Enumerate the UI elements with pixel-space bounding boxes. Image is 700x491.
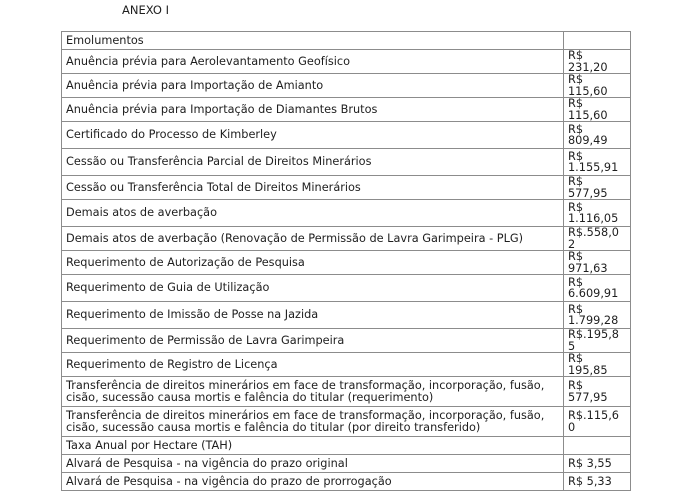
fee-label: Anuência prévia para Aerolevantamento Geofísico [62, 50, 564, 74]
fee-value: R$.195,85 [564, 329, 631, 353]
fee-label: Anuência prévia para Importação de Amianto [62, 74, 564, 98]
fee-value: R$ 1.799,28 [564, 302, 631, 329]
table-row [62, 455, 631, 473]
fee-label: Transferência de direitos minerários em face de transformação, incorporação, fusão, cisão, sucessão causa mortis e falência do titular (por direito transferido) [62, 407, 564, 437]
table-row [62, 176, 631, 200]
fee-label: Alvará de Pesquisa - na vigência do prazo de prorrogação [62, 473, 564, 491]
fee-value: R$.115,60 [564, 407, 631, 437]
fee-label: Requerimento de Permissão de Lavra Garimpeira [62, 329, 564, 353]
table-row [62, 98, 631, 122]
fee-label: Anuência prévia para Importação de Diamantes Brutos [62, 98, 564, 122]
fee-value: R$ 115,60 [564, 74, 631, 98]
fees-table [61, 31, 631, 491]
section-heading-empty-cell [564, 32, 631, 50]
section-heading-empty-cell [564, 437, 631, 455]
fee-value: R$ 809,49 [564, 122, 631, 149]
table-row [62, 473, 631, 491]
fee-label: Demais atos de averbação [62, 200, 564, 227]
table-row [62, 200, 631, 227]
fee-label: Cessão ou Transferência Total de Direitos Minerários [62, 176, 564, 200]
fee-value: R$ 971,63 [564, 251, 631, 275]
section-heading: Taxa Anual por Hectare (TAH) [62, 437, 564, 455]
fee-value: R$.558,02 [564, 227, 631, 251]
fee-label: Alvará de Pesquisa - na vigência do prazo original [62, 455, 564, 473]
fee-label: Demais atos de averbação (Renovação de Permissão de Lavra Garimpeira - PLG) [62, 227, 564, 251]
table-row [62, 251, 631, 275]
table-row [62, 353, 631, 377]
table-row [62, 74, 631, 98]
fee-value: R$ 195,85 [564, 353, 631, 377]
table-row [62, 377, 631, 407]
table-row [62, 50, 631, 74]
fee-label: Requerimento de Autorização de Pesquisa [62, 251, 564, 275]
fee-label: Transferência de direitos minerários em face de transformação, incorporação, fusão, cisão, sucessão causa mortis e falência do titular (requerimento) [62, 377, 564, 407]
fee-label: Certificado do Processo de Kimberley [62, 122, 564, 149]
fee-value: R$ 577,95 [564, 377, 631, 407]
fee-value: R$ 1.116,05 [564, 200, 631, 227]
table-row [62, 149, 631, 176]
fee-label: Requerimento de Registro de Licença [62, 353, 564, 377]
section-row [62, 437, 631, 455]
fee-value: R$ 6.609,91 [564, 275, 631, 302]
table-row [62, 407, 631, 437]
fee-value: R$ 577,95 [564, 176, 631, 200]
section-heading: Emolumentos [62, 32, 564, 50]
fee-value: R$ 231,20 [564, 50, 631, 74]
table-row [62, 275, 631, 302]
table-row [62, 329, 631, 353]
fee-label: Cessão ou Transferência Parcial de Direitos Minerários [62, 149, 564, 176]
table-row [62, 302, 631, 329]
fee-label: Requerimento de Imissão de Posse na Jazida [62, 302, 564, 329]
table-row [62, 227, 631, 251]
section-row [62, 32, 631, 50]
fee-value: R$ 5,33 [564, 473, 631, 491]
fee-label: Requerimento de Guia de Utilização [62, 275, 564, 302]
fee-value: R$ 115,60 [564, 98, 631, 122]
table-row [62, 122, 631, 149]
annex-title: ANEXO I [122, 3, 169, 17]
fee-value: R$ 1.155,91 [564, 149, 631, 176]
fee-value: R$ 3,55 [564, 455, 631, 473]
